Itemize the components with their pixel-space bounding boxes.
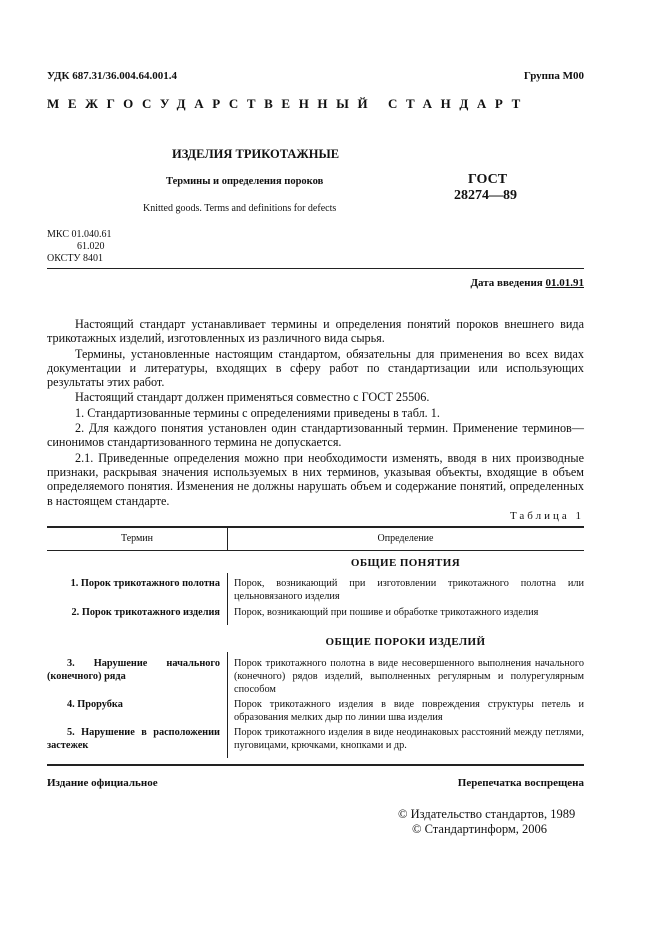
table-term: 4. Прорубка (67, 699, 123, 710)
table-definition: Порок трикотажного изделия в виде повреждения структуры петель и образования мелких дыр по линии шва изделия (234, 699, 584, 723)
table-column-divider (227, 573, 228, 625)
paragraph: Настоящий стандарт должен применяться совместно с ГОСТ 25506. (75, 390, 430, 405)
table-term: 1. Порок трикотажного полотна (70, 578, 220, 589)
paragraph: 2.1. Приведенные определения можно при необходимости изменять, вводя в них производные признаки, раскрывая значения используемых в них терминов, указывая объекты, входящие в объем определяемого понятия. Изменения не должны нарушать объем и содержание понятий, определенных в настоящем стандарте. (47, 450, 584, 508)
table-caption: Таблица 1 (509, 510, 584, 522)
table-term: 3. Нарушение начального (конечного) ряда (47, 658, 220, 682)
body-text (47, 317, 584, 509)
oksty-code: ОКСТУ 8401 (47, 253, 104, 264)
group-code: Группа М00 (523, 70, 584, 82)
table-definition: Порок, возникающий при изготовлении трикотажного полотна или цельновязаного изделия (234, 578, 584, 602)
mks-code-2: 61.020 (77, 241, 105, 252)
effective-date (440, 277, 584, 289)
table-term: 2. Порок трикотажного изделия (71, 607, 220, 618)
standard-banner: МЕЖГОСУДАРСТВЕННЫЙ СТАНДАРТ (47, 96, 529, 111)
reprint-notice: Перепечатка воспрещена (457, 777, 584, 789)
gost-number: 28274—89 (454, 188, 517, 203)
mks-code: МКС 01.040.61 (47, 229, 112, 240)
table-header-term: Термин (120, 533, 154, 544)
table-header-definition: Определение (377, 533, 434, 544)
paragraph: Термины, установленные настоящим стандартом, обязательны для применения во всех видах документации и литературы, входящих в сферу работ по стандартизации или использующих результаты этих работ. (47, 346, 584, 390)
effective-date-value: 01.01.91 (545, 277, 584, 289)
copyright-2006: © Стандартинформ, 2006 (412, 822, 548, 836)
table-bottom-border (47, 764, 584, 766)
effective-date-label: Дата введения (470, 277, 543, 289)
table-column-divider (227, 652, 228, 758)
copyright-1989: © Издательство стандартов, 1989 (398, 807, 576, 821)
table-section-heading: ОБЩИЕ ПОРОКИ ИЗДЕЛИЙ (325, 636, 486, 648)
table-term: 5. Нарушение в расположении застежек (47, 727, 220, 751)
english-title: Knitted goods. Terms and definitions for defects (143, 203, 337, 214)
gost-label: ГОСТ (468, 172, 508, 187)
paragraph: 2. Для каждого понятия установлен один стандартизованный термин. Применение терминов—синонимов стандартизованного термина не допускается. (47, 421, 584, 450)
table-definition: Порок, возникающий при пошиве и обработке трикотажного изделия (234, 607, 539, 618)
document-subtitle: Термины и определения пороков (166, 176, 324, 187)
table-header-border (47, 550, 584, 551)
divider (47, 268, 584, 269)
udk-code: УДК 687.31/36.004.64.001.4 (47, 70, 178, 82)
document-title: ИЗДЕЛИЯ ТРИКОТАЖНЫЕ (172, 147, 340, 161)
table-top-border (47, 526, 584, 528)
table-section-heading: ОБЩИЕ ПОНЯТИЯ (350, 557, 461, 569)
table-definition: Порок трикотажного полотна в виде несовершенного выполнения начального (конечного) рядов изделий, выполненных регулярным и полурегулярным способом (234, 658, 584, 695)
paragraph: 1. Стандартизованные термины с определениями приведены в табл. 1. (75, 405, 440, 420)
official-edition-label: Издание официальное (47, 777, 158, 789)
table-definition: Порок трикотажного изделия в виде неодинаковых расстояний между петлями, пуговицами, крючками, кнопками и др. (234, 727, 584, 751)
paragraph: Настоящий стандарт устанавливает термины и определения понятий пороков внешнего вида трикотажных изделий, изготовленных из различного вида сырья. (47, 317, 584, 346)
